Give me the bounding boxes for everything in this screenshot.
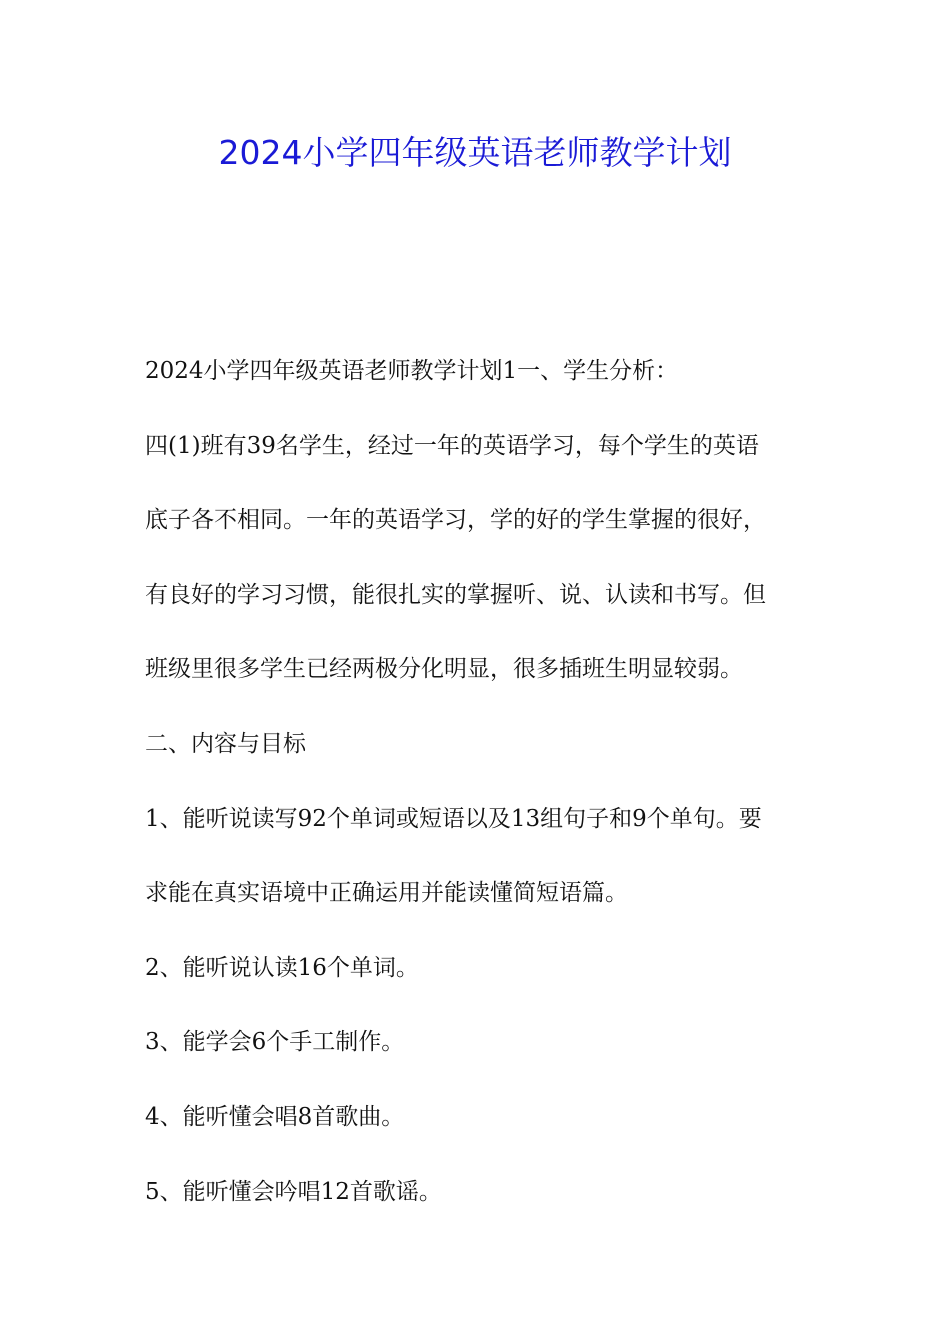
text-line: 2024小学四年级英语老师教学计划1一、学生分析： xyxy=(145,358,679,384)
section-heading: 二、内容与目标 xyxy=(145,730,306,757)
document-body xyxy=(145,334,810,1229)
text-line: 2、能听说认读16个单词。 xyxy=(145,954,419,981)
text-line: 1、能听说读写92个单词或短语以及13组句子和9个单句。要 xyxy=(145,805,762,832)
text-line: 四(1)班有39名学生，经过一年的英语学习，每个学生的英语 xyxy=(145,432,759,459)
text-line: 5、能听懂会吟唱12首歌谣。 xyxy=(145,1178,442,1205)
text-line: 3、能学会6个手工制作。 xyxy=(145,1029,405,1056)
text-line: 求能在真实语境中正确运用并能读懂简短语篇。 xyxy=(145,880,628,907)
text-line: 底子各不相同。一年的英语学习，学的好的学生掌握的很好， xyxy=(145,507,766,534)
page-title: 2024小学四年级英语老师教学计划 xyxy=(218,133,732,172)
text-line: 有良好的学习习惯，能很扎实的掌握听、说、认读和书写。但 xyxy=(145,581,766,608)
text-line: 4、能听懂会唱8首歌曲。 xyxy=(145,1103,405,1130)
text-line: 班级里很多学生已经两极分化明显，很多插班生明显较弱。 xyxy=(145,656,743,683)
